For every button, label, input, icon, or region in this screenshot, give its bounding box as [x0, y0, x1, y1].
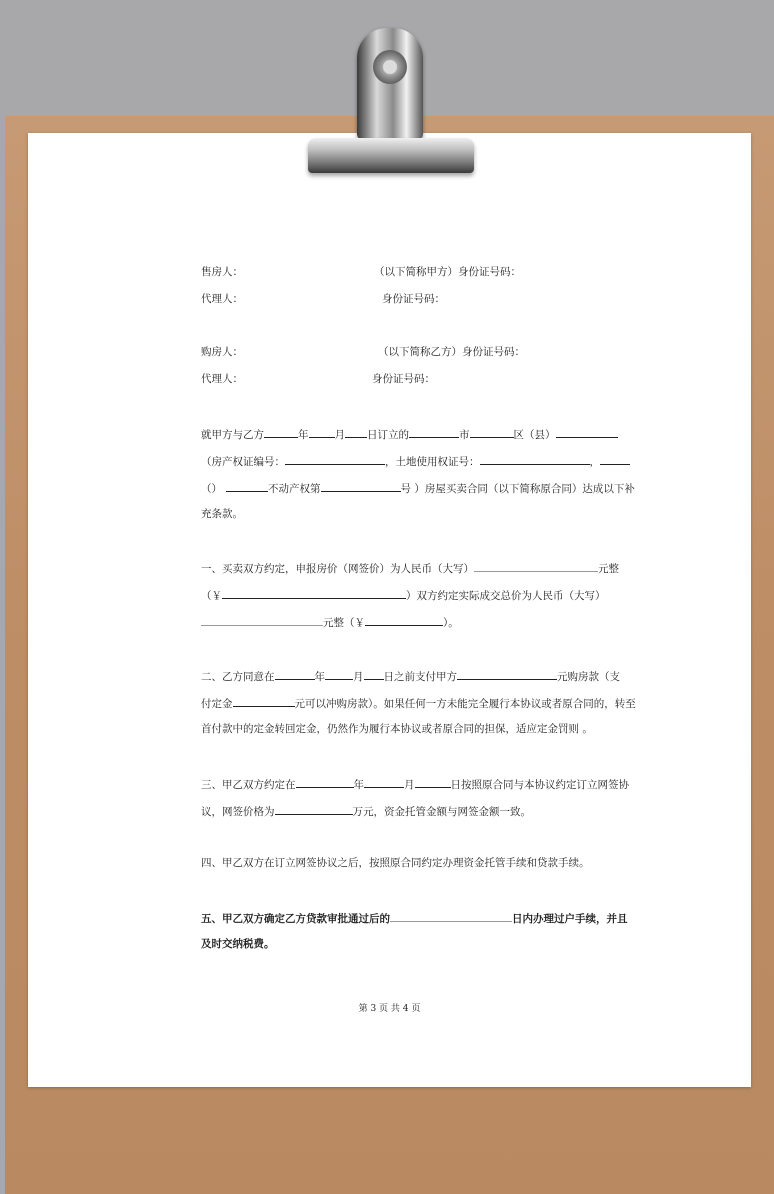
s2-penalty: 首付款中的定金转回定金，仍然作为履行本协议或者原合同的担保，适应定金罚则 。 — [201, 723, 593, 735]
s3-year: 年 — [353, 779, 364, 791]
intro-day: 日订立的 — [367, 429, 409, 441]
blank-land-cert — [480, 453, 590, 465]
buyer-label: 购房人： — [201, 346, 243, 358]
buyer-agent-id: 身份证号码： — [372, 373, 435, 385]
s2-year: 年 — [314, 671, 325, 683]
paren-blank: （） — [201, 483, 222, 495]
intro-line-3 — [201, 480, 641, 496]
blank-actual-number — [365, 614, 443, 626]
blank-city — [409, 426, 459, 438]
clip-hole-center — [383, 60, 397, 74]
s3-line-2 — [201, 803, 641, 819]
seller-label: 售房人： — [201, 266, 243, 278]
blank-actual-words — [201, 614, 323, 626]
page-number: 第 3 页 共 4 页 — [358, 1004, 421, 1014]
land-cert-label: ，土地使用权证号： — [385, 456, 480, 468]
blank-price-number — [222, 587, 406, 599]
s1-actual-yuan: 元整（￥ — [323, 617, 365, 629]
intro-district: 区（县） — [513, 429, 556, 441]
blank-property — [321, 480, 401, 492]
blank-region — [226, 480, 268, 492]
s3-text: 三、甲乙双方约定在 — [201, 779, 296, 791]
s2-amount: 元购房款（支 — [557, 671, 620, 683]
s5-line-1 — [201, 910, 641, 926]
s1-line-1 — [201, 560, 641, 576]
s5-line-2 — [201, 937, 641, 951]
s5-text: 五、甲乙双方确定乙方贷款审批通过后的 — [201, 913, 390, 925]
cert-label: （房产权证编号： — [201, 456, 285, 468]
intro-line-4 — [201, 507, 641, 521]
clip-lever — [357, 28, 423, 140]
intro-city: 市 — [459, 429, 470, 441]
s3-price-end: 万元，资金托管金额与网签金额一致。 — [352, 806, 531, 818]
s3-month: 月 — [404, 779, 415, 791]
blank-s2-month — [325, 668, 353, 680]
s1-line-3 — [201, 614, 641, 630]
buyer-line — [201, 345, 641, 359]
s1-line-2 — [201, 587, 641, 603]
seller-agent-label: 代理人： — [201, 293, 243, 305]
blank-s3-price — [275, 803, 353, 815]
comma: ， — [589, 456, 600, 468]
s2-deposit: 付定金 — [201, 698, 233, 710]
s4-text: 四、甲乙双方在订立网签协议之后，按照原合同约定办理资金托管手续和贷款手续。 — [201, 857, 590, 869]
blank-extra — [600, 453, 630, 465]
contract-ref: 号 ）房屋买卖合同（以下简称原合同）达成以下补 — [400, 483, 635, 495]
blank-cert — [285, 453, 385, 465]
seller-line — [201, 265, 641, 279]
clip-base — [308, 138, 474, 173]
s5-tax: 及时交纳税费。 — [201, 938, 275, 950]
blank-district — [470, 426, 514, 438]
blank-year — [264, 426, 298, 438]
blank-s3-day — [415, 776, 451, 788]
blank-deposit — [233, 695, 295, 707]
s2-line-3 — [201, 722, 641, 736]
seller-agent-id: 身份证号码： — [382, 293, 445, 305]
s1-text: 一、买卖双方约定，申报房价（网签价）为人民币（大写） — [201, 563, 474, 575]
buyer-agent-label: 代理人： — [201, 373, 243, 385]
seller-note: （以下简称甲方）身份证号码： — [374, 266, 521, 278]
blank-s3-year — [296, 776, 354, 788]
blank-day — [345, 426, 367, 438]
contract-page — [28, 133, 751, 1087]
s2-pay: 日之前支付甲方 — [383, 671, 457, 683]
intro-line-1 — [201, 426, 641, 442]
s5-transfer: 日内办理过户手续，并且 — [512, 913, 628, 925]
s2-rule: 元可以冲购房款）。如果任何一方未能完全履行本协议或者原合同的，转至 — [294, 698, 636, 710]
intro-end: 充条款。 — [201, 508, 243, 520]
buyer-agent-line — [201, 372, 641, 386]
s2-month: 月 — [353, 671, 364, 683]
blank-s2-day — [364, 668, 384, 680]
blank-s5-days — [390, 910, 512, 922]
blank-price-words — [474, 560, 598, 572]
s3-sign: 日按照原合同与本协议约定订立网签协 — [450, 779, 629, 791]
s1-yuan: 元整 — [598, 563, 619, 575]
buyer-note: （以下简称乙方）身份证号码： — [378, 346, 525, 358]
intro-line-2 — [201, 453, 641, 469]
s1-end: ）。 — [443, 617, 459, 629]
s2-text: 二、乙方同意在 — [201, 671, 275, 683]
s3-price-label: 议，网签价格为 — [201, 806, 275, 818]
blank-s2-amount — [457, 668, 557, 680]
blank-county — [556, 426, 618, 438]
intro-month: 月 — [334, 429, 345, 441]
s2-line-2 — [201, 695, 641, 711]
s4-line — [201, 856, 641, 870]
blank-s3-month — [364, 776, 404, 788]
intro-text: 就甲方与乙方 — [201, 429, 264, 441]
seller-agent-line — [201, 292, 641, 306]
intro-year: 年 — [298, 429, 309, 441]
s1-yen: （￥ — [201, 590, 222, 602]
s2-line-1 — [201, 668, 641, 684]
blank-s2-year — [275, 668, 315, 680]
s3-line-1 — [201, 776, 641, 792]
blank-month — [309, 426, 335, 438]
property-label: 不动产权第 — [268, 483, 321, 495]
s1-actual: ）双方约定实际成交总价为人民币（大写） — [406, 590, 606, 602]
